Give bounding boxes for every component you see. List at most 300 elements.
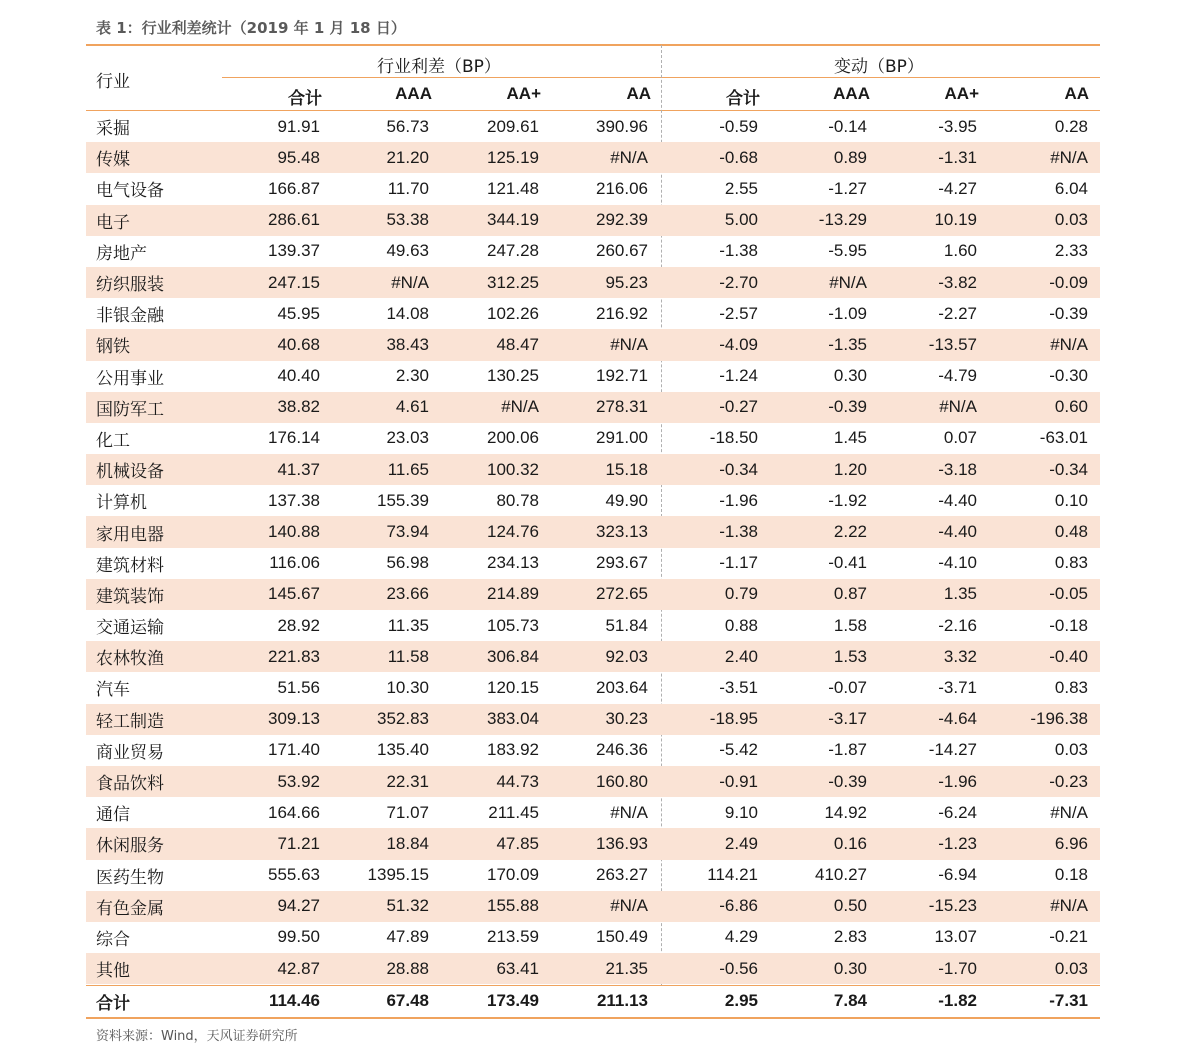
- value-cell: -1.23: [879, 828, 989, 859]
- total-top-rule: [86, 985, 1100, 986]
- value-cell: -6.94: [938, 865, 977, 885]
- industry-name: 国防军工: [86, 392, 222, 423]
- value-cell: 14.08: [386, 303, 429, 323]
- value-cell: 192.71: [596, 366, 648, 386]
- table-row: [86, 953, 1100, 984]
- table-row: [86, 205, 1100, 236]
- value-cell: 0.83: [1054, 553, 1088, 573]
- value-cell: 203.64: [596, 677, 648, 697]
- value-cell: 42.87: [222, 953, 332, 984]
- industry-name: 农林牧渔: [86, 641, 222, 672]
- value-cell: -2.16: [938, 615, 977, 635]
- value-cell: -63.01: [1039, 428, 1088, 448]
- value-cell: 22.31: [332, 766, 441, 797]
- value-cell: #N/A: [551, 329, 660, 360]
- value-cell: -4.64: [879, 704, 989, 735]
- value-cell: 278.31: [551, 392, 660, 423]
- value-cell: -1.92: [828, 490, 867, 510]
- value-cell: 2.83: [833, 927, 867, 947]
- value-cell: 234.13: [487, 553, 539, 573]
- value-cell: 95.48: [222, 142, 332, 173]
- total-cell: 67.48: [386, 991, 429, 1011]
- value-cell: 164.66: [268, 802, 320, 822]
- value-cell: -5.42: [719, 740, 758, 760]
- value-cell: -0.34: [660, 454, 770, 485]
- value-cell: 11.70: [387, 178, 429, 198]
- industry-name: 化工: [96, 430, 130, 451]
- column-group-change: 变动（BP）: [834, 57, 924, 77]
- value-cell: -3.51: [719, 677, 758, 697]
- value-cell: -3.71: [938, 677, 977, 697]
- industry-name: 纺织服装: [86, 267, 222, 298]
- table-row: [86, 766, 1100, 797]
- value-cell: -0.59: [719, 116, 758, 136]
- value-cell: 1.35: [879, 579, 989, 610]
- value-cell: 121.48: [487, 178, 539, 198]
- value-cell: 21.20: [332, 142, 441, 173]
- value-cell: 120.15: [487, 677, 539, 697]
- value-cell: 0.89: [770, 142, 879, 173]
- value-cell: -0.14: [828, 116, 867, 136]
- value-cell: 47.89: [386, 927, 429, 947]
- value-cell: 171.40: [268, 740, 320, 760]
- value-cell: -1.17: [719, 553, 758, 573]
- total-row: [86, 984, 1100, 1018]
- column-header-industry: 行业: [96, 72, 130, 92]
- table-row: [86, 797, 1100, 828]
- value-cell: 4.61: [332, 392, 441, 423]
- value-cell: 140.88: [222, 516, 332, 547]
- value-cell: -0.07: [828, 677, 867, 697]
- value-cell: -18.50: [709, 428, 758, 448]
- table-row: [86, 236, 1100, 267]
- value-cell: -15.23: [879, 891, 989, 922]
- value-cell: 40.68: [222, 329, 332, 360]
- value-cell: -3.17: [770, 704, 879, 735]
- value-cell: 105.73: [487, 615, 539, 635]
- value-cell: 11.35: [387, 615, 429, 635]
- value-cell: 13.07: [934, 927, 977, 947]
- industry-name: 建筑装饰: [86, 579, 222, 610]
- table-row: [86, 735, 1100, 766]
- value-cell: 2.22: [770, 516, 879, 547]
- value-cell: -18.95: [660, 704, 770, 735]
- value-cell: 6.96: [989, 828, 1100, 859]
- value-cell: 0.03: [989, 953, 1100, 984]
- value-cell: 292.39: [551, 205, 660, 236]
- value-cell: 221.83: [222, 641, 332, 672]
- value-cell: 51.56: [277, 677, 320, 697]
- value-cell: #N/A: [879, 392, 989, 423]
- value-cell: 0.30: [833, 366, 867, 386]
- value-cell: -196.38: [989, 704, 1100, 735]
- value-cell: 312.25: [441, 267, 551, 298]
- value-cell: 10.30: [386, 677, 429, 697]
- value-cell: -0.40: [989, 641, 1100, 672]
- total-cell: 114.46: [268, 991, 320, 1011]
- value-cell: 3.32: [879, 641, 989, 672]
- value-cell: -0.09: [989, 267, 1100, 298]
- value-cell: 38.43: [332, 329, 441, 360]
- value-cell: -3.95: [938, 116, 977, 136]
- value-cell: -1.31: [879, 142, 989, 173]
- value-cell: 0.50: [770, 891, 879, 922]
- value-cell: 91.91: [277, 116, 320, 136]
- value-cell: #N/A: [610, 802, 648, 822]
- value-cell: 14.92: [824, 802, 867, 822]
- value-cell: 344.19: [441, 205, 551, 236]
- value-cell: -13.57: [879, 329, 989, 360]
- table-top-rule: [86, 44, 1100, 46]
- value-cell: -0.41: [828, 553, 867, 573]
- column-header-spread-total: 合计: [288, 89, 322, 108]
- value-cell: -1.70: [879, 953, 989, 984]
- value-cell: 135.40: [377, 740, 429, 760]
- value-cell: 145.67: [222, 579, 332, 610]
- value-cell: 213.59: [487, 927, 539, 947]
- value-cell: 176.14: [268, 428, 320, 448]
- value-cell: 18.84: [332, 828, 441, 859]
- value-cell: 102.26: [487, 303, 539, 323]
- table-row: [86, 329, 1100, 360]
- value-cell: 200.06: [487, 428, 539, 448]
- value-cell: -0.39: [1049, 303, 1088, 323]
- value-cell: -0.91: [660, 766, 770, 797]
- value-cell: 272.65: [551, 579, 660, 610]
- value-cell: -4.09: [660, 329, 770, 360]
- value-cell: -2.70: [660, 267, 770, 298]
- value-cell: -4.40: [938, 490, 977, 510]
- table-row: [86, 672, 1100, 703]
- value-cell: 0.03: [1054, 740, 1088, 760]
- value-cell: 383.04: [441, 704, 551, 735]
- table-row: [86, 361, 1100, 392]
- value-cell: 92.03: [551, 641, 660, 672]
- value-cell: -1.27: [828, 178, 867, 198]
- value-cell: 0.28: [1054, 116, 1088, 136]
- table-row: [86, 111, 1100, 142]
- column-header-spread-aaplus: AA+: [506, 84, 541, 103]
- table-row: [86, 579, 1100, 610]
- table-row: [86, 860, 1100, 891]
- value-cell: 155.88: [441, 891, 551, 922]
- value-cell: #N/A: [989, 891, 1100, 922]
- industry-name: 通信: [96, 805, 130, 826]
- industry-name: 食品饮料: [86, 766, 222, 797]
- industry-name: 电子: [86, 205, 222, 236]
- value-cell: 410.27: [815, 865, 867, 885]
- value-cell: -6.24: [938, 802, 977, 822]
- value-cell: 183.92: [487, 740, 539, 760]
- value-cell: 136.93: [551, 828, 660, 859]
- value-cell: 71.21: [222, 828, 332, 859]
- column-header-change-aaplus: AA+: [944, 84, 979, 103]
- value-cell: 21.35: [551, 953, 660, 984]
- table-bottom-rule: [86, 1017, 1100, 1019]
- value-cell: 73.94: [332, 516, 441, 547]
- industry-name: 电气设备: [96, 181, 164, 202]
- value-cell: 53.92: [222, 766, 332, 797]
- value-cell: -4.79: [938, 366, 977, 386]
- value-cell: 2.30: [395, 366, 429, 386]
- value-cell: #N/A: [551, 891, 660, 922]
- industry-name: 其他: [86, 953, 222, 984]
- value-cell: -14.27: [928, 740, 977, 760]
- value-cell: 0.88: [724, 615, 758, 635]
- value-cell: 139.37: [268, 241, 320, 261]
- value-cell: 6.04: [1054, 178, 1088, 198]
- value-cell: -4.10: [938, 553, 977, 573]
- column-header-spread-aa: AA: [626, 84, 651, 103]
- value-cell: 555.63: [268, 865, 320, 885]
- total-cell: -1.82: [938, 991, 977, 1011]
- value-cell: 63.41: [441, 953, 551, 984]
- value-cell: 95.23: [551, 267, 660, 298]
- table-caption: 表 1：行业利差统计（2019 年 1 月 18 日）: [96, 19, 406, 37]
- value-cell: 11.58: [332, 641, 441, 672]
- table-row: [86, 704, 1100, 735]
- industry-name: 汽车: [96, 680, 130, 701]
- value-cell: -0.39: [770, 392, 879, 423]
- industry-name: 建筑材料: [96, 555, 164, 576]
- value-cell: 0.07: [943, 428, 977, 448]
- value-cell: -1.87: [828, 740, 867, 760]
- value-cell: 23.03: [386, 428, 429, 448]
- value-cell: -1.35: [770, 329, 879, 360]
- value-cell: 28.88: [332, 953, 441, 984]
- value-cell: 0.18: [1054, 865, 1088, 885]
- value-cell: -1.09: [828, 303, 867, 323]
- value-cell: 1.60: [943, 241, 977, 261]
- table-row: [86, 641, 1100, 672]
- value-cell: -2.57: [719, 303, 758, 323]
- column-header-change-aaa: AAA: [833, 84, 870, 103]
- value-cell: 155.39: [377, 490, 429, 510]
- value-cell: 0.87: [770, 579, 879, 610]
- industry-name: 计算机: [96, 493, 147, 514]
- industry-name: 综合: [96, 929, 130, 950]
- total-label: 合计: [96, 993, 130, 1014]
- value-cell: 23.66: [332, 579, 441, 610]
- value-cell: 211.45: [488, 802, 539, 822]
- table-row: [86, 298, 1100, 329]
- value-cell: 80.78: [496, 490, 539, 510]
- value-cell: 48.47: [441, 329, 551, 360]
- value-cell: -13.29: [770, 205, 879, 236]
- value-cell: 2.55: [724, 178, 758, 198]
- value-cell: 0.79: [660, 579, 770, 610]
- value-cell: 0.03: [989, 205, 1100, 236]
- table-row: [86, 922, 1100, 953]
- table-row: [86, 548, 1100, 579]
- industry-name: 机械设备: [86, 454, 222, 485]
- value-cell: 306.84: [441, 641, 551, 672]
- value-cell: 263.27: [596, 865, 648, 885]
- value-cell: 216.92: [596, 303, 648, 323]
- industry-name: 休闲服务: [86, 828, 222, 859]
- industry-name: 家用电器: [86, 516, 222, 547]
- value-cell: 170.09: [487, 865, 539, 885]
- value-cell: -5.95: [828, 241, 867, 261]
- value-cell: -1.96: [719, 490, 758, 510]
- value-cell: -0.30: [1049, 366, 1088, 386]
- value-cell: 130.25: [487, 366, 539, 386]
- value-cell: 11.65: [332, 454, 441, 485]
- industry-name: 非银金融: [96, 306, 164, 327]
- value-cell: -3.18: [879, 454, 989, 485]
- value-cell: #N/A: [770, 267, 879, 298]
- value-cell: -0.27: [660, 392, 770, 423]
- value-cell: 214.89: [441, 579, 551, 610]
- value-cell: 94.27: [222, 891, 332, 922]
- value-cell: -1.38: [719, 241, 758, 261]
- value-cell: 45.95: [277, 303, 320, 323]
- value-cell: 124.76: [441, 516, 551, 547]
- spread-table: [86, 111, 1100, 1018]
- value-cell: -0.23: [989, 766, 1100, 797]
- column-header-change-aa: AA: [1064, 84, 1089, 103]
- industry-name: 商业贸易: [96, 742, 164, 763]
- value-cell: 390.96: [596, 116, 648, 136]
- value-cell: -0.68: [660, 142, 770, 173]
- value-cell: 71.07: [386, 802, 429, 822]
- value-cell: -0.05: [989, 579, 1100, 610]
- value-cell: 40.40: [277, 366, 320, 386]
- value-cell: 137.38: [268, 490, 320, 510]
- value-cell: 2.40: [660, 641, 770, 672]
- value-cell: 56.73: [386, 116, 429, 136]
- value-cell: 260.67: [596, 241, 648, 261]
- value-cell: #N/A: [989, 142, 1100, 173]
- table-row: [86, 392, 1100, 423]
- industry-name: 传媒: [86, 142, 222, 173]
- industry-name: 有色金属: [86, 891, 222, 922]
- table-row: [86, 423, 1100, 454]
- value-cell: 51.84: [605, 615, 648, 635]
- table-row: [86, 267, 1100, 298]
- value-cell: 0.60: [989, 392, 1100, 423]
- table-row: [86, 454, 1100, 485]
- value-cell: -1.38: [660, 516, 770, 547]
- value-cell: 1395.15: [367, 865, 429, 885]
- table-row: [86, 173, 1100, 204]
- value-cell: 293.67: [596, 553, 648, 573]
- value-cell: -0.56: [660, 953, 770, 984]
- value-cell: 116.06: [269, 553, 320, 573]
- value-cell: 51.32: [332, 891, 441, 922]
- value-cell: -6.86: [660, 891, 770, 922]
- column-header-change-total: 合计: [726, 89, 760, 108]
- value-cell: 2.49: [660, 828, 770, 859]
- value-cell: 38.82: [222, 392, 332, 423]
- value-cell: -4.27: [938, 178, 977, 198]
- value-cell: #N/A: [551, 142, 660, 173]
- value-cell: 0.48: [989, 516, 1100, 547]
- value-cell: 352.83: [332, 704, 441, 735]
- industry-name: 公用事业: [96, 368, 164, 389]
- value-cell: 114.21: [707, 865, 758, 885]
- value-cell: 30.23: [551, 704, 660, 735]
- value-cell: #N/A: [441, 392, 551, 423]
- value-cell: -2.27: [938, 303, 977, 323]
- value-cell: 1.20: [770, 454, 879, 485]
- value-cell: 100.32: [441, 454, 551, 485]
- value-cell: 10.19: [879, 205, 989, 236]
- value-cell: 125.19: [441, 142, 551, 173]
- value-cell: 15.18: [551, 454, 660, 485]
- source-footnote: 资料来源：Wind，天风证券研究所: [96, 1029, 298, 1044]
- value-cell: -1.24: [719, 366, 758, 386]
- total-cell: -7.31: [1049, 991, 1088, 1011]
- value-cell: 150.49: [596, 927, 648, 947]
- value-cell: 53.38: [332, 205, 441, 236]
- value-cell: 49.63: [386, 241, 429, 261]
- value-cell: -3.82: [879, 267, 989, 298]
- value-cell: 28.92: [277, 615, 320, 635]
- value-cell: 1.45: [833, 428, 867, 448]
- table-row: [86, 610, 1100, 641]
- value-cell: 209.61: [487, 116, 539, 136]
- value-cell: 1.58: [833, 615, 867, 635]
- value-cell: 0.30: [770, 953, 879, 984]
- value-cell: 44.73: [441, 766, 551, 797]
- value-cell: 323.13: [551, 516, 660, 547]
- table-row: [86, 828, 1100, 859]
- column-header-spread-aaa: AAA: [395, 84, 432, 103]
- industry-name: 医药生物: [96, 867, 164, 888]
- value-cell: -0.18: [1049, 615, 1088, 635]
- value-cell: #N/A: [1050, 802, 1088, 822]
- value-cell: -4.40: [879, 516, 989, 547]
- table-row: [86, 891, 1100, 922]
- value-cell: 291.00: [596, 428, 648, 448]
- column-group-spread: 行业利差（BP）: [377, 57, 501, 77]
- total-cell: 211.13: [596, 991, 648, 1011]
- value-cell: 286.61: [222, 205, 332, 236]
- value-cell: 247.15: [222, 267, 332, 298]
- value-cell: 160.80: [551, 766, 660, 797]
- value-cell: 5.00: [660, 205, 770, 236]
- industry-name: 钢铁: [86, 329, 222, 360]
- value-cell: -0.34: [989, 454, 1100, 485]
- total-cell: 2.95: [724, 991, 758, 1011]
- value-cell: 0.10: [1054, 490, 1088, 510]
- value-cell: 0.16: [770, 828, 879, 859]
- value-cell: 309.13: [222, 704, 332, 735]
- value-cell: 9.10: [724, 802, 758, 822]
- industry-name: 轻工制造: [86, 704, 222, 735]
- value-cell: -0.21: [1049, 927, 1088, 947]
- value-cell: 0.83: [1054, 677, 1088, 697]
- value-cell: -1.96: [879, 766, 989, 797]
- value-cell: 247.28: [487, 241, 539, 261]
- value-cell: 166.87: [268, 178, 320, 198]
- value-cell: 56.98: [386, 553, 429, 573]
- industry-name: 交通运输: [96, 618, 164, 639]
- value-cell: 47.85: [441, 828, 551, 859]
- value-cell: 246.36: [596, 740, 648, 760]
- value-cell: 41.37: [222, 454, 332, 485]
- value-cell: #N/A: [989, 329, 1100, 360]
- value-cell: 2.33: [1054, 241, 1088, 261]
- value-cell: 4.29: [724, 927, 758, 947]
- total-cell: 7.84: [833, 991, 867, 1011]
- value-cell: 216.06: [596, 178, 648, 198]
- industry-name: 房地产: [96, 243, 147, 264]
- value-cell: #N/A: [332, 267, 441, 298]
- value-cell: 99.50: [277, 927, 320, 947]
- table-row: [86, 485, 1100, 516]
